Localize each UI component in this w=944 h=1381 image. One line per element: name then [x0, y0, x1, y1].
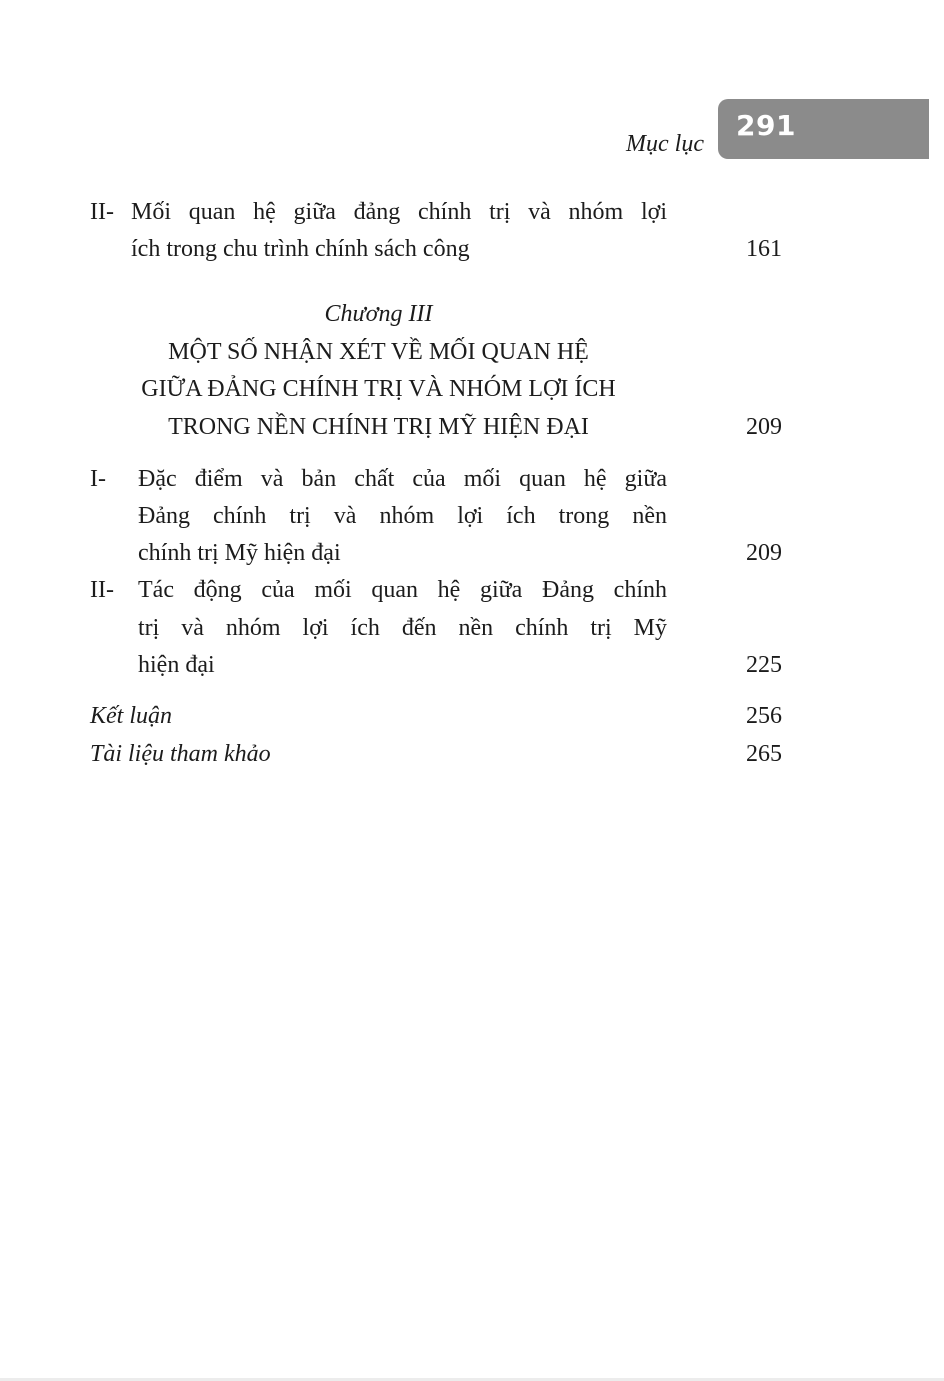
entry-text-line: Tác động của mối quan hệ giữa Đảng chính	[138, 577, 667, 603]
entry-page-number: 256	[746, 703, 782, 729]
entry-page-number: 225	[746, 652, 782, 678]
entry-label: I-	[90, 466, 106, 492]
entry-label: II-	[90, 199, 114, 225]
entry-text-line: ích trong chu trình chính sách công	[131, 236, 470, 262]
page-number-tab	[718, 99, 929, 159]
entry-page-number: 209	[746, 414, 782, 440]
section-title: Mục lục	[626, 131, 704, 157]
entry-page-number: 209	[746, 540, 782, 566]
entry-label: II-	[90, 577, 114, 603]
entry-text-line: Mối quan hệ giữa đảng chính trị và nhóm lợi	[131, 199, 667, 225]
entry-page-number: 265	[746, 741, 782, 767]
entry-label: Tài liệu tham khảo	[90, 741, 271, 767]
page-number: 291	[736, 109, 796, 142]
entry-text-line: Đặc điểm và bản chất của mối quan hệ giữa	[138, 466, 667, 492]
chapter-title-line: GIỮA ĐẢNG CHÍNH TRỊ VÀ NHÓM LỢI ÍCH	[141, 376, 616, 402]
entry-text-line: hiện đại	[138, 652, 215, 678]
chapter-title-line: TRONG NỀN CHÍNH TRỊ MỸ HIỆN ĐẠI	[168, 414, 589, 440]
entry-text-line: chính trị Mỹ hiện đại	[138, 540, 341, 566]
entry-text-line: trị và nhóm lợi ích đến nền chính trị Mỹ	[138, 615, 667, 641]
entry-label: Kết luận	[90, 703, 172, 729]
entry-page-number: 161	[746, 236, 782, 262]
chapter-label: Chương III	[324, 301, 433, 327]
entry-text-line: Đảng chính trị và nhóm lợi ích trong nền	[138, 503, 667, 529]
chapter-title-line: MỘT SỐ NHẬN XÉT VỀ MỐI QUAN HỆ	[168, 339, 589, 365]
